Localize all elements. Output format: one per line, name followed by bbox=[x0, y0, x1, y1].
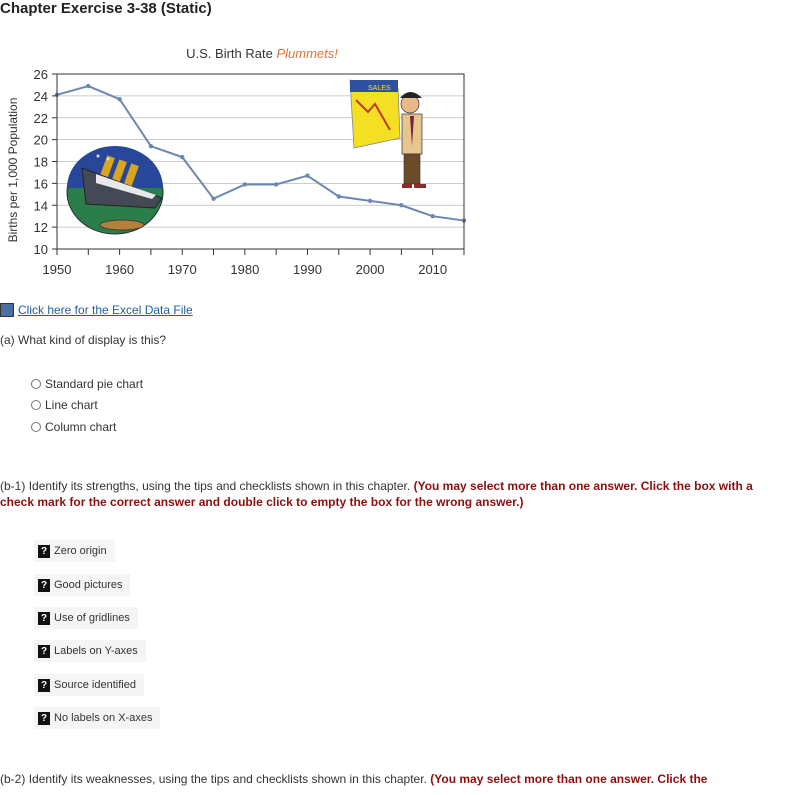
checkbox-label: No labels on X-axes bbox=[54, 712, 153, 724]
y-tick-label: 24 bbox=[33, 88, 48, 104]
data-point bbox=[243, 182, 247, 186]
data-point bbox=[180, 155, 184, 159]
y-tick-label: 10 bbox=[33, 242, 48, 257]
question-b1 bbox=[0, 478, 786, 510]
question-b1-instruction: (You may select more than one answer. Click the box with a check mark for the correct answer and double click to empty the box for the wrong answer.) bbox=[0, 479, 753, 509]
question-a-label: (a) bbox=[0, 333, 15, 347]
x-tick-label: 1970 bbox=[167, 262, 197, 277]
chart-svg bbox=[0, 38, 480, 288]
radio-standard-pie-chart[interactable] bbox=[31, 379, 41, 389]
y-tick-label: 14 bbox=[33, 198, 48, 214]
y-axis-label: Births per 1,000 Population bbox=[6, 97, 20, 243]
checkbox-use-of-gridlines[interactable] bbox=[34, 607, 138, 629]
sales-chart-man-picture bbox=[350, 80, 426, 188]
question-b1-text: Identify its strengths, using the tips and checklists shown in this chapter. bbox=[28, 479, 411, 493]
checkbox-labels-on-y-axes[interactable] bbox=[34, 640, 146, 662]
radio-column-chart[interactable] bbox=[31, 422, 41, 432]
data-point bbox=[368, 199, 372, 203]
checkbox-no-labels-on-x-axes[interactable] bbox=[34, 707, 160, 729]
x-tick-label: 2000 bbox=[355, 262, 385, 277]
question-a bbox=[0, 333, 166, 347]
option-label: Column chart bbox=[45, 420, 117, 434]
y-tick-label: 22 bbox=[33, 110, 48, 126]
checkbox-label: Source identified bbox=[54, 679, 136, 691]
x-tick-label: 1950 bbox=[42, 262, 72, 277]
data-point bbox=[117, 97, 121, 101]
sinking-ship-picture bbox=[67, 146, 163, 234]
checkbox-label: Labels on Y-axes bbox=[54, 645, 138, 657]
excel-file-icon bbox=[0, 303, 14, 317]
question-b1-label: (b-1) bbox=[0, 479, 26, 493]
option-label: Standard pie chart bbox=[45, 377, 144, 391]
data-point bbox=[149, 144, 153, 148]
question-mark-icon: ? bbox=[38, 645, 50, 658]
x-tick-label: 1990 bbox=[293, 262, 322, 277]
data-point bbox=[430, 214, 434, 218]
option-column-chart[interactable] bbox=[31, 420, 116, 434]
option-label: Line chart bbox=[45, 398, 98, 412]
page-title: Chapter Exercise 3-38 (Static) bbox=[0, 0, 212, 17]
sales-sign-text: SALES bbox=[368, 85, 391, 92]
y-tick-label: 18 bbox=[33, 154, 48, 170]
data-point bbox=[274, 182, 278, 186]
data-point bbox=[337, 194, 341, 198]
question-mark-icon: ? bbox=[38, 712, 50, 725]
checkbox-zero-origin[interactable] bbox=[34, 540, 115, 562]
chart-title bbox=[186, 46, 338, 61]
y-tick-label: 20 bbox=[33, 132, 48, 148]
question-mark-icon: ? bbox=[38, 679, 50, 692]
question-b2-instruction: (You may select more than one answer. Click the bbox=[430, 772, 708, 786]
data-point bbox=[305, 174, 309, 178]
option-line-chart[interactable] bbox=[31, 398, 98, 412]
chart-title-main: U.S. Birth Rate bbox=[186, 46, 273, 61]
question-b2 bbox=[0, 772, 786, 786]
x-tick-label: 2010 bbox=[418, 262, 448, 277]
x-tick-label: 1980 bbox=[230, 262, 260, 277]
excel-link-label[interactable]: Click here for the Excel Data File bbox=[18, 303, 193, 317]
checkbox-label: Use of gridlines bbox=[54, 612, 130, 624]
checkbox-label: Good pictures bbox=[54, 579, 123, 591]
question-a-text: What kind of display is this? bbox=[18, 333, 167, 347]
x-tick-label: 1960 bbox=[105, 262, 135, 277]
checkbox-good-pictures[interactable] bbox=[34, 574, 130, 596]
data-point bbox=[211, 196, 215, 200]
data-point bbox=[399, 203, 403, 207]
excel-data-link[interactable] bbox=[0, 303, 193, 317]
checkbox-source-identified[interactable] bbox=[34, 674, 144, 696]
option-standard-pie-chart[interactable] bbox=[31, 377, 143, 391]
y-tick-label: 26 bbox=[33, 67, 48, 82]
y-tick-label: 12 bbox=[33, 220, 48, 236]
question-mark-icon: ? bbox=[38, 545, 50, 558]
question-b2-label: (b-2) bbox=[0, 772, 26, 786]
question-mark-icon: ? bbox=[38, 579, 50, 592]
data-point bbox=[86, 84, 90, 88]
birth-rate-chart bbox=[0, 38, 480, 288]
chart-title-emphasis: Plummets! bbox=[276, 46, 338, 61]
radio-line-chart[interactable] bbox=[31, 400, 41, 410]
question-b2-text: Identify its weaknesses, using the tips and checklists shown in this chapter. bbox=[28, 772, 427, 786]
question-mark-icon: ? bbox=[38, 612, 50, 625]
y-tick-label: 16 bbox=[33, 176, 48, 192]
checkbox-label: Zero origin bbox=[54, 545, 107, 557]
